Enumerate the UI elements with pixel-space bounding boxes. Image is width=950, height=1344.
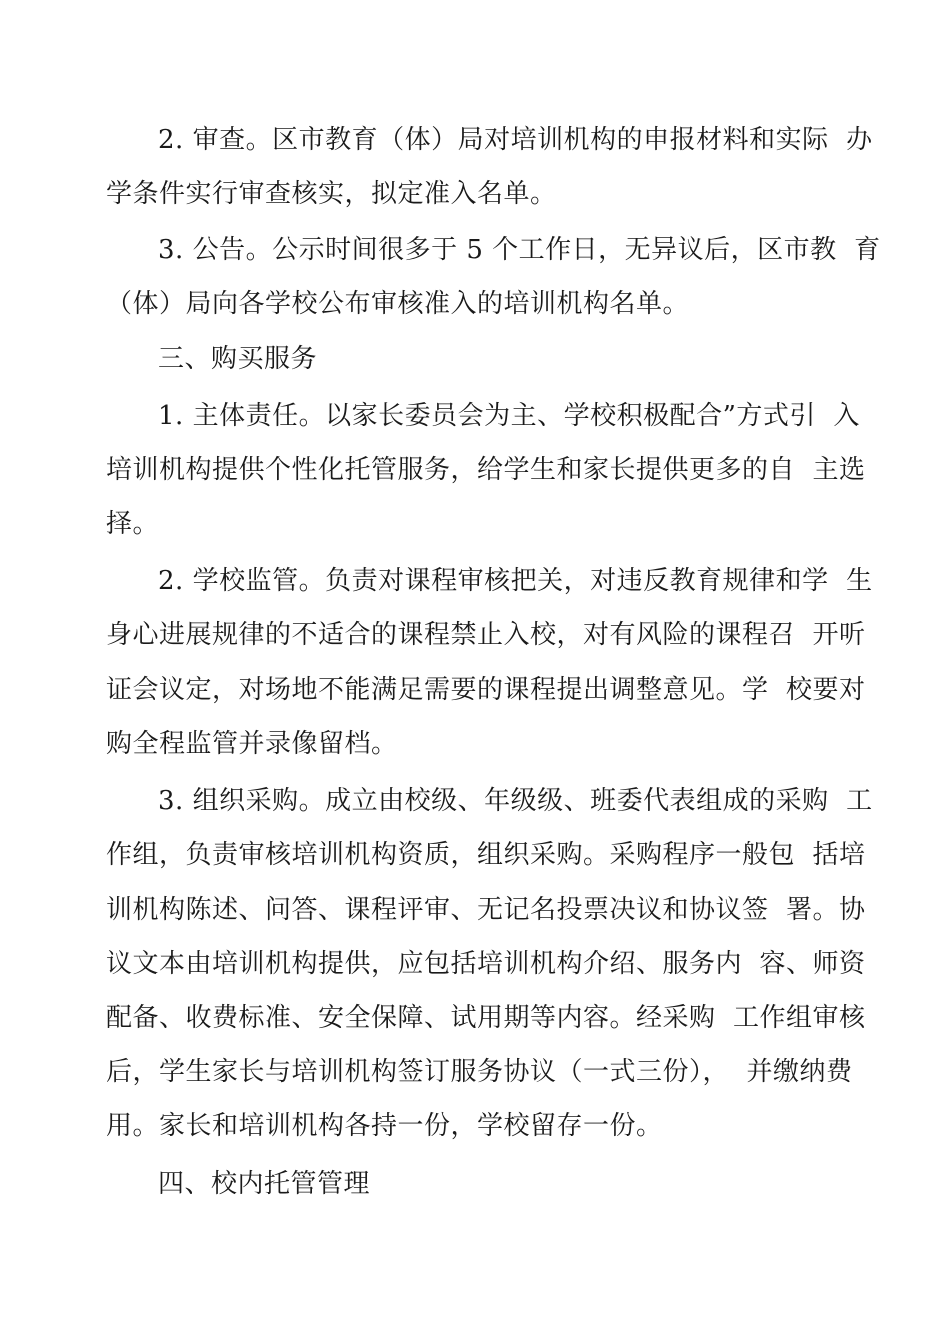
text-line: 2. 学校监管。负责对课程审核把关，对违反教育规律和学 生 [158,566,873,596]
section-heading: 三、购买服务 [158,344,318,374]
text-line: 证会议定，对场地不能满足需要的课程提出调整意见。学 校要对 [106,675,866,705]
text-line: 身心进展规律的不适合的课程禁止入校，对有风险的课程召 开听 [106,620,866,650]
text-line: 购全程监管并录像留档。 [106,729,398,759]
text-line: （体）局向各学校公布审核准入的培训机构名单。 [106,289,690,319]
text-line: 议文本由培训机构提供，应包括培训机构介绍、服务内 容、师资 [106,949,866,979]
text-line: 用。家长和培训机构各持一份，学校留存一份。 [106,1111,663,1141]
text-line: 培训机构提供个性化托管服务，给学生和家长提供更多的自 主选 [106,455,866,485]
text-line: 学条件实行审查核实，拟定准入名单。 [106,179,557,209]
text-line: 3. 公告。公示时间很多于 5 个工作日，无异议后，区市教 育 [158,235,881,265]
text-line: 配备、收费标准、安全保障、试用期等内容。经采购 工作组审核 [106,1003,866,1033]
text-line: 3. 组织采购。成立由校级、年级级、班委代表组成的采购 工 [158,786,873,816]
text-line: 训机构陈述、问答、课程评审、无记名投票决议和协议签 署。协 [106,895,866,925]
text-line: 2. 审查。区市教育（体）局对培训机构的申报材料和实际 办 [158,125,873,155]
section-heading: 四、校内托管管理 [158,1169,371,1199]
text-line: 1. 主体责任。以家长委员会为主、学校积极配合”方式引 入 [158,401,860,431]
text-line: 后，学生家长与培训机构签订服务协议（一式三份）， 并缴纳费 [106,1057,853,1087]
text-line: 择。 [106,509,160,539]
text-line: 作组，负责审核培训机构资质，组织采购。采购程序一般包 括培 [106,840,866,870]
